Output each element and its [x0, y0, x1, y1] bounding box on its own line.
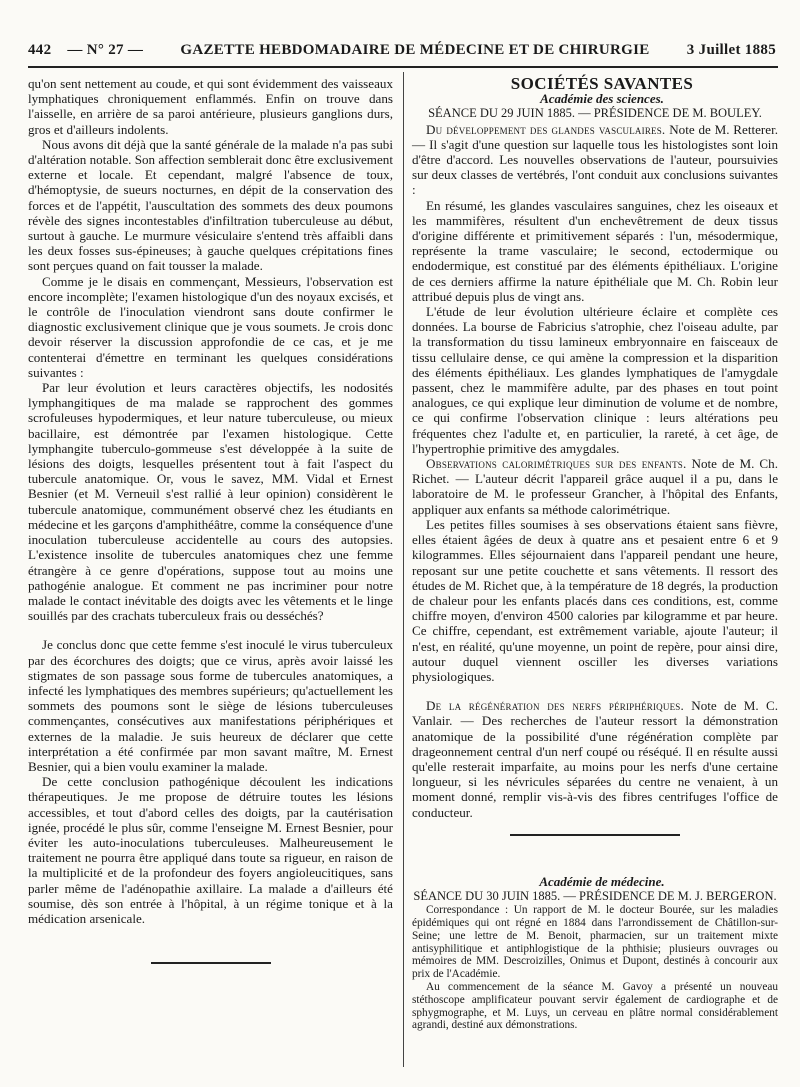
correspondence-block	[412, 904, 778, 1032]
academy-heading: Académie de médecine.	[539, 873, 665, 889]
paragraph: Comme je le disais en commençant, Messieurs, l'observation est encore incomplète; l'examen histologique d'un des noyaux excisés, et le contrôle de l'inoculation viendront sans doute confirmer le diagnostic exclusivement clinique que je vous soumets. Je crois donc devoir réserver la discussion approfondie de ce cas, et je me contenterai d'émettre en terminant les quelques considérations suivantes :	[28, 273, 393, 380]
paragraph: Les petites filles soumises à ses observations étaient sans fièvre, elles étaient âgées de deux à quatre ans et pesaient entre 6 et 9 kilogrammes. Elles séjournaient dans l'appareil pendant une heure, reposant sur une petite couchette et sans vêtements. Il ressort des études de M. Richet que, à la température de 18 degrés, la production de chaleur pour les enfants placés dans ces conditions, est, comme chiffre moyen, d'environ 4500 calories par kilogramme et par heure. Ce chiffre, cependant, est extrêmement variable, ajoute l'auteur; il n'est, en réalité, qu'une moyenne, un point de repère, pour ainsi dire, autour duquel viennent osciller les diverses variations physiologiques.	[412, 516, 778, 684]
page-number: 442	[28, 41, 52, 58]
paragraph: Au commencement de la séance M. Gavoy a présenté un nouveau stéthoscope amplificateur pouvant servir également de cardiographe et de sphygmographe, et M. Luys, un cerveau en plâtre normal considérablement agrandi, destiné aux démonstrations.	[412, 980, 778, 1032]
paragraph: qu'on sent nettement au coude, et qui sont évidemment des vaisseaux lymphatiques chroniquement enflammés. Enfin on trouve dans l'aisselle, en arrière de sa paroi antérieure, plusieurs ganglions durs, gros et d'ailleurs indolents.	[28, 76, 393, 137]
article-author: Note de M. Retterer. —	[412, 121, 778, 152]
paragraph: L'étude de leur évolution ultérieure éclaire et complète ces données. La bourse de Fabricius s'atrophie, chez l'oiseau adulte, par la transformation du tissu lamineux embryonnaire en faisceaux de tissu cellulaire dense, ce qui amène la compression et la disparition des éléments épithéliaux. Les glandes lymphatiques de l'amygdale passent, chez le mammifère adulte, par des phases en tout point analogues, ce qui explique leur diminution de volume et de nombre, ce qui confirme l'observation clinique : leurs altérations peu fréquentes chez l'adulte et, en particulier, la rareté, à cet âge, de l'hypertrophie primitive des amygdales.	[412, 304, 778, 456]
paragraph: Par leur évolution et leurs caractères objectifs, les nodosités lymphangitiques de ma malade se rapprochent des gommes scrofuleuses hypodermiques, et leur nature tuberculeuse, ou mieux bacillaire, est démontrée par l'examen histologique. Cette lymphangite tuberculo-gommeuse s'est développée à la suite de lésions des doigts, lesquelles présentent tout à fait l'aspect du tubercule anatomique. Or, vous le savez, MM. Vidal et Ernest Besnier (et M. Verneuil s'est rallié à leur opinion) considèrent le tubercule anatomique, communément observé chez les étudiants en médecine et les garçons d'amphithéâtre, comme la conséquence d'une inoculation tuberculeuse accidentelle au cours des autopsies. L'existence insolite de tubercules anatomiques chez une femme étrangère à ce genre d'opérations, suppose tout au moins une pathogénie analogue. Et comment ne pas incriminer pour notre malade le contact inévitable des doigts avec les vêtements et le linge souillés par des crachats tuberculeux frais ou desséchés?	[28, 380, 393, 624]
paragraph: En résumé, les glandes vasculaires sanguines, chez les oiseaux et les mammifères, résultent d'un enchevêtrement de deux tissus d'origine différente et primitivement séparés : l'un, mésodermique, représente la trame vasculaire; le second, ectodermique ou endodermique, est constitué par des éléments épithéliaux. L'origine de ces derniers affirme la nature épithéliale que M. Ch. Robin leur attribué depuis plus de vingt ans.	[412, 197, 778, 304]
article-paragraph: De la régénération des nerfs périphériques. Note de M. C. Vanlair. — Des recherches de l'auteur ressort la démonstration anatomique de la possibilité d'une régénération complète par drageonnement central d'un nerf coupé ou réséqué. Il en résulte aussi qu'elle resterait imparfaite, au moins pour les nerfs d'une certaine longueur, si les névricules séparées du centre ne venaient, à un moment donné, remplir vis-à-vis des fibres centrifuges l'office de conducteur.	[412, 698, 778, 820]
right-column	[412, 76, 778, 1032]
left-column	[28, 76, 393, 964]
article-author: Note de M. C. Vanlair. —	[412, 698, 778, 729]
paragraph: Je conclus donc que cette femme s'est inoculé le virus tuberculeux par des écorchures des doigts; que ce virus, après avoir laissé les stigmates de son passage sous forme de tubercules anatomiques, a infecté les lymphatiques des membres supérieurs; qu'actuellement les sommets des poumons sont le siège de lésions tuberculeuses commençantes, consécutives aux manifestations périphériques et externes de la maladie. Je suis heureux de déclarer que cette interprétation a été confirmée par mon savant maître, M. Ernest Besnier, qui a bien voulu examiner la malade.	[28, 637, 393, 774]
article-title: De la régénération des nerfs périphériques.	[426, 698, 684, 714]
article-paragraph: Du développement des glandes vasculaires. Note de M. Retterer. — Il s'agit d'une question sur laquelle tous les histologistes sont loin d'être d'accord. Les nouvelles observations de l'auteur, poursuivies sur deux classes de vertébrés, l'ont conduit aux conclusions suivantes :	[412, 121, 778, 198]
section-rule	[510, 834, 680, 836]
academy-heading: Académie des sciences.	[540, 91, 664, 107]
article-paragraph: Observations calorimétriques sur des enfants. Note de M. Ch. Richet. — L'auteur décrit l'appareil grâce auquel il a pu, dans le laboratoire de M. le professeur Grancher, à l'hôpital des Enfants, appliquer aux enfants sa méthode calorimétrique.	[412, 456, 779, 517]
end-rule	[151, 962, 271, 964]
journal-title: GAZETTE HEBDOMADAIRE DE MÉDECINE ET DE CHIRURGIE	[180, 41, 650, 58]
header-rule	[28, 66, 778, 68]
paragraph: Correspondance : Un rapport de M. le docteur Bourée, sur les maladies épidémiques qui ont régné en 1884 dans l'arrondissement de Châtillon-sur-Seine; une lettre de M. Benoit, pharmacien, sur un traitement mixte antisyphilitique et antiphlogistique de la phthisie; plusieurs ouvrages ou mémoires de MM. Descroizilles, Onimus et Dupont, destinés à concourir aux prix de l'Académie.	[412, 904, 778, 981]
article-title: Du développement des glandes vasculaires.	[426, 121, 666, 137]
column-divider	[403, 72, 404, 1067]
paragraph: De cette conclusion pathogénique découlent les indications thérapeutiques. Je me propose de détruire toutes les lésions accessibles, et tout d'abord celles des doigts, par la cautérisation ignée, procédé le plus sûr, comme l'enseigne M. Ernest Besnier, pour éviter les auto-inoculations tuberculeuses. Malheureusement le traitement ne pourra être appliqué dans toute sa rigueur, en raison de la multiplicité et de la profondeur des foyers angioleucitiques, sans parler même de l'adénopathie axillaire. La malade a d'ailleurs été soumise, dès son entrée à l'hôpital, à un régime tonique et à la médication arsenicale.	[28, 774, 393, 926]
session-line: SÉANCE DU 30 JUIN 1885. — PRÉSIDENCE DE M. J. BERGERON.	[413, 888, 777, 903]
session-line: SÉANCE DU 29 JUIN 1885. — PRÉSIDENCE DE M. BOULEY.	[428, 106, 762, 121]
page-header	[28, 38, 776, 62]
issue-number: — N° 27 —	[67, 41, 144, 58]
header-left	[28, 42, 143, 59]
issue-date: 3 Juillet 1885	[686, 41, 776, 58]
article-title: Observations calorimétriques sur des enfants.	[426, 456, 687, 472]
paragraph: Nous avons dit déjà que la santé générale de la malade n'a pas subi d'altération notable. Son affection semblerait donc être exclusivement externe et locale. Et cependant, malgré l'absence de toux, d'hémoptysie, de sueurs nocturnes, en dépit de la conservation des forces et de l'appétit, l'auscultation des sommets des deux poumons révèle des signes incontestables d'infiltration tuberculeuse au début, surtout à gauche. Le murmure vésiculaire s'entend très affaibli dans les deux fosses sus-épineuses; à gauche quelques crépitations fines sont perçues quand on fait tousser la malade.	[28, 136, 393, 274]
article-author: Note de M. Ch. Richet. —	[412, 456, 778, 487]
section-title: SOCIÉTÉS SAVANTES	[510, 74, 694, 93]
